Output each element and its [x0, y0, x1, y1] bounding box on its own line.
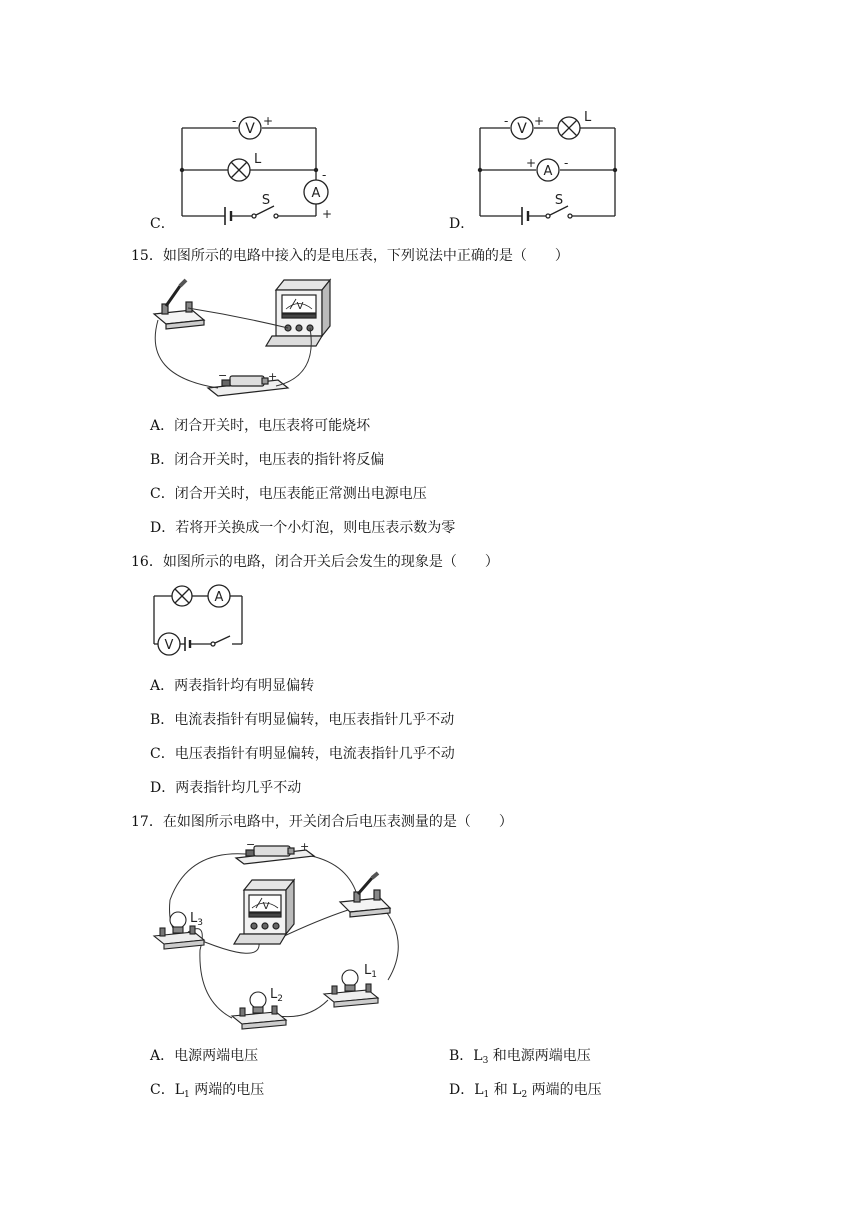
ammeter-plus: +: [526, 156, 537, 170]
q14-option-c-label: C．: [150, 216, 175, 232]
q17-circuit-figure: [148, 840, 418, 1036]
knife-switch: [154, 280, 204, 329]
q17-circuit-drawing: [148, 840, 418, 1036]
voltmeter-plus: +: [534, 114, 545, 128]
lamp-label: L: [584, 110, 592, 125]
battery-plus-label: +: [300, 840, 310, 853]
battery-minus-label: −: [246, 840, 256, 851]
switch-label: S: [261, 193, 271, 208]
voltmeter-label: V: [517, 121, 527, 137]
lamp-l2-label: $L_2$: [270, 987, 283, 1004]
q16-circuit-drawing: [148, 582, 248, 662]
lamp-l3-label: $L_3$: [190, 911, 203, 928]
voltmeter-minus: -: [232, 114, 237, 128]
voltmeter-label: V: [164, 638, 174, 653]
q16-stem: 16．如图所示的电路，闭合开关后会发生的现象是（ ）: [131, 554, 499, 570]
circuit-c-diagram: [170, 108, 350, 230]
q17-stem: 17．在如图所示电路中，开关闭合后电压表测量的是（ ）: [131, 814, 513, 830]
q17-option-d: D．$L_1$ 和 $L_2$ 两端的电压: [449, 1082, 602, 1100]
ammeter-label: A: [543, 164, 553, 179]
q14-circuit-d: [468, 108, 638, 230]
lamp-label: L: [254, 152, 262, 167]
voltmeter-box: [266, 280, 330, 346]
q15-option-d: D．若将开关换成一个小灯泡，则电压表示数为零: [150, 520, 456, 536]
voltmeter-box: [234, 880, 294, 944]
voltmeter-plus: +: [263, 114, 274, 128]
q16-circuit-figure: [148, 582, 248, 662]
voltmeter-face-label: V: [262, 901, 270, 912]
voltmeter-label: V: [245, 121, 255, 137]
q16-option-d: D．两表指针均几乎不动: [150, 780, 302, 796]
ammeter-label: A: [214, 590, 224, 605]
q16-option-c: C．电压表指针有明显偏转，电流表指针几乎不动: [150, 746, 455, 762]
q17-option-c: C．$L_1$ 两端的电压: [150, 1082, 265, 1100]
lamp-l1-label: $L_1$: [364, 963, 377, 980]
q17-option-b: B．$L_3$ 和电源两端电压: [449, 1048, 591, 1066]
ammeter-label: A: [311, 186, 321, 201]
q16-option-a: A．两表指针均有明显偏转: [150, 678, 315, 694]
q14-circuit-c: [170, 108, 350, 230]
q15-stem: 15．如图所示的电路中接入的是电压表，下列说法中正确的是（ ）: [131, 248, 569, 264]
q17-option-a: A．电源两端电压: [150, 1048, 259, 1064]
switch-label: S: [554, 193, 564, 208]
q15-circuit-figure: [148, 276, 348, 406]
ammeter-minus: -: [564, 156, 569, 170]
battery-minus-label: −: [218, 369, 228, 382]
q15-option-c: C．闭合开关时，电压表能正常测出电源电压: [150, 486, 427, 502]
circuit-d-diagram: [468, 108, 638, 230]
q15-option-a: A．闭合开关时，电压表将可能烧坏: [150, 418, 371, 434]
q15-circuit-drawing: [148, 276, 348, 406]
battery-plus-label: +: [268, 370, 278, 383]
ammeter-minus: -: [322, 168, 327, 182]
voltmeter-face-label: V: [296, 301, 304, 312]
q16-option-b: B．电流表指针有明显偏转，电压表指针几乎不动: [150, 712, 455, 728]
ammeter-plus: +: [322, 207, 333, 221]
q15-option-b: B．闭合开关时，电压表的指针将反偏: [150, 452, 385, 468]
q14-option-d-label: D．: [449, 216, 475, 232]
voltmeter-minus: -: [504, 114, 509, 128]
